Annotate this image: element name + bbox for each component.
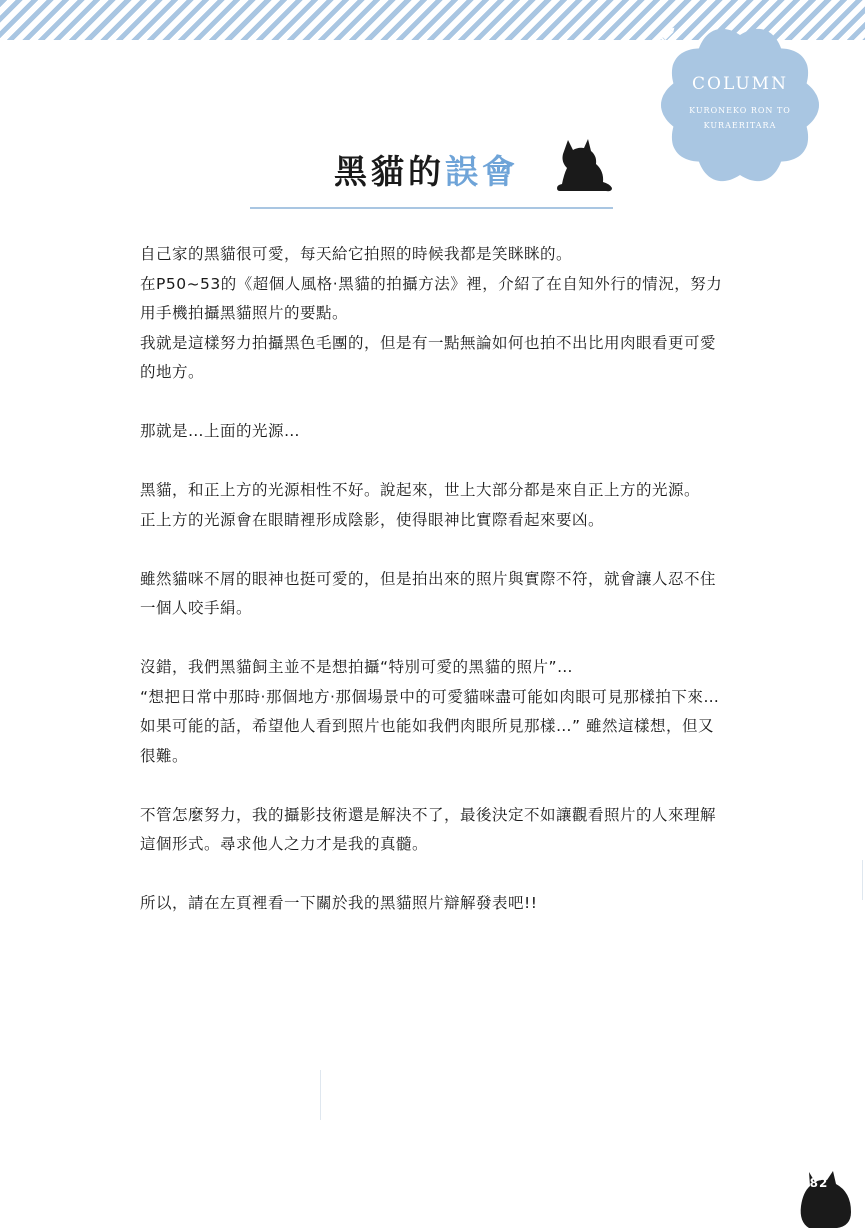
body-line: 所以，請在左頁裡看一下關於我的黑貓照片辯解發表吧!! bbox=[140, 894, 538, 912]
body-line: 黑貓，和正上方的光源相性不好。說起來，世上大部分都是來自正上方的光源。 bbox=[140, 481, 701, 499]
page-number: 82 bbox=[809, 1176, 829, 1190]
decorative-line bbox=[862, 860, 863, 900]
decorative-line bbox=[320, 1070, 321, 1120]
article-body bbox=[140, 240, 740, 919]
title-divider bbox=[250, 207, 613, 209]
body-line: 一個人咬手絹。 bbox=[140, 599, 253, 617]
body-line: 這個形式。尋求他人之力才是我的真髓。 bbox=[140, 835, 429, 853]
article-title bbox=[334, 146, 519, 192]
body-paragraph bbox=[140, 801, 740, 860]
body-paragraph bbox=[140, 476, 740, 535]
body-line: 那就是…上面的光源… bbox=[140, 422, 301, 440]
body-line: 用手機拍攝黑貓照片的要點。 bbox=[140, 304, 349, 322]
cat-silhouette-icon bbox=[554, 136, 614, 194]
body-paragraph bbox=[140, 417, 740, 447]
column-badge-shape bbox=[658, 24, 822, 186]
body-line: 正上方的光源會在眼睛裡形成陰影，使得眼神比實際看起來要凶。 bbox=[140, 510, 605, 529]
column-badge bbox=[658, 24, 822, 186]
body-line: 在P50~53的《超個人風格‧黑貓的拍攝方法》裡，介紹了在自知外行的情況，努力 bbox=[140, 274, 723, 293]
body-line: 我就是這樣努力拍攝黑色毛團的，但是有一點無論如何也拍不出比用肉眼看更可愛 bbox=[140, 333, 717, 352]
body-line: 雖然貓咪不屑的眼神也挺可愛的，但是拍出來的照片與實際不符，就會讓人忍不住 bbox=[140, 569, 717, 588]
body-paragraph bbox=[140, 653, 740, 771]
column-badge-subtitle: KURAERITARA bbox=[703, 121, 777, 130]
article-title-black: 黑貓的 bbox=[334, 151, 445, 191]
body-line: 沒錯，我們黑貓飼主並不是想拍攝“特別可愛的黑貓的照片”… bbox=[140, 658, 574, 676]
pencil-icon bbox=[658, 24, 678, 44]
body-line: 自己家的黑貓很可愛，每天給它拍照的時候我都是笑眯眯的。 bbox=[140, 245, 573, 263]
column-badge-subtitle: KURONEKO RON TO bbox=[689, 106, 791, 115]
body-paragraph bbox=[140, 889, 740, 919]
article-title-blue: 誤會 bbox=[445, 151, 519, 191]
body-line: 如果可能的話，希望他人看到照片也能如我們肉眼所見那樣…” 雖然這樣想，但又 bbox=[140, 717, 714, 735]
body-line: 不管怎麼努力，我的攝影技術還是解決不了，最後決定不如讓觀看照片的人來理解 bbox=[140, 805, 717, 824]
body-line: 的地方。 bbox=[140, 363, 205, 381]
body-line: “想把日常中那時‧那個地方‧那個場景中的可愛貓咪盡可能如肉眼可見那樣拍下來… bbox=[140, 687, 720, 706]
body-paragraph bbox=[140, 240, 740, 388]
column-badge-title: COLUMN bbox=[692, 74, 788, 94]
body-line: 很難。 bbox=[140, 746, 189, 765]
body-paragraph bbox=[140, 565, 740, 624]
